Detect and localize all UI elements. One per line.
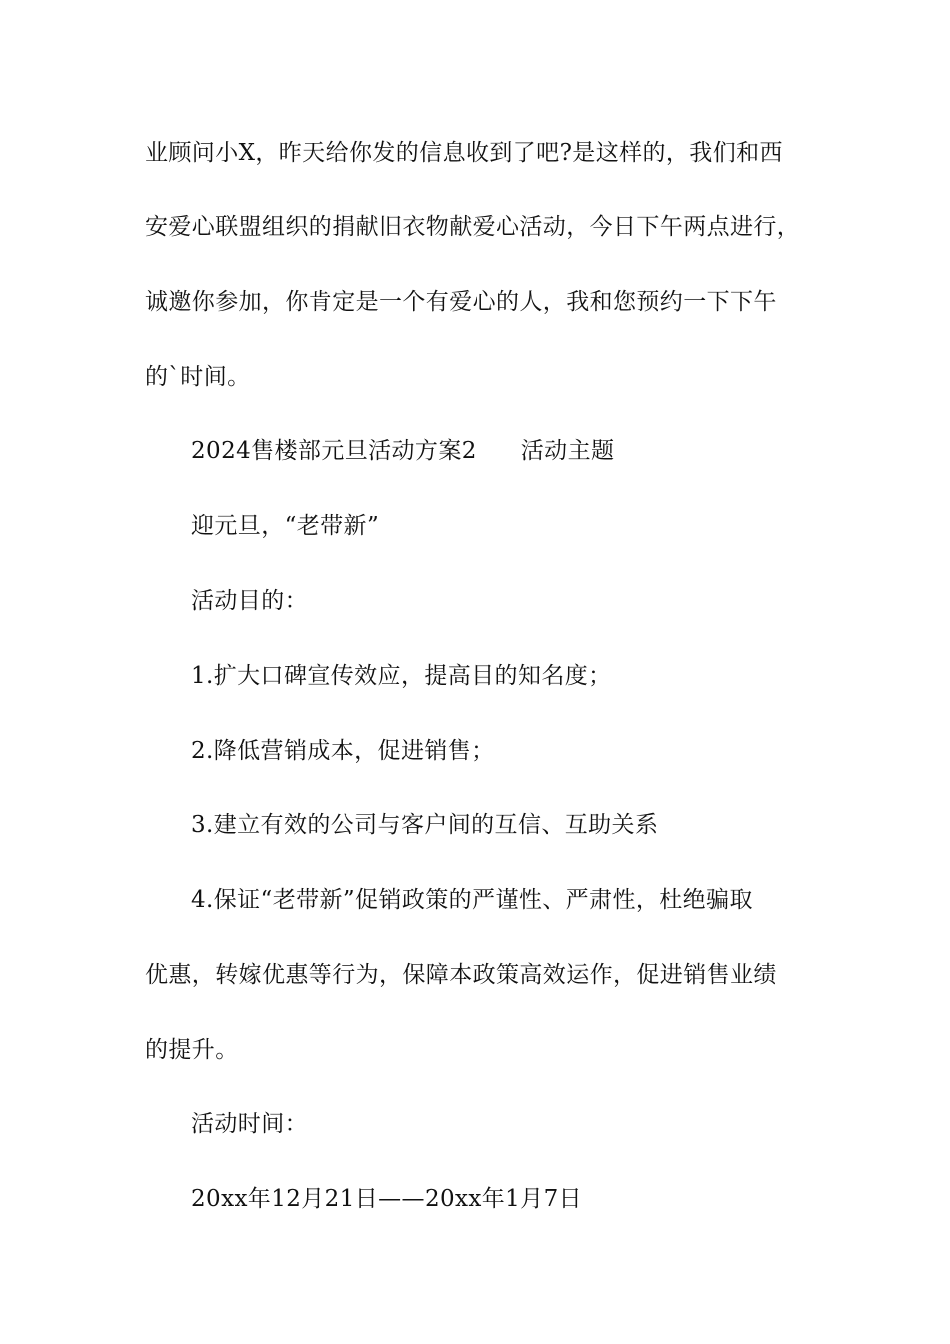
list-item: 3.建立有效的公司与客户间的互信、互助关系 xyxy=(191,812,659,838)
text-line: 优惠，转嫁优惠等行为，保障本政策高效运作，促进销售业绩 xyxy=(145,962,777,988)
text-line: 安爱心联盟组织的捐献旧衣物献爱心活动，今日下午两点进行， xyxy=(145,214,801,240)
text-line: 诚邀你参加，你肯定是一个有爱心的人，我和您预约一下下午 xyxy=(145,289,777,315)
list-item: 1.扩大口碑宣传效应，提高目的知名度； xyxy=(191,663,612,689)
list-item: 4.保证“老带新”促销政策的严谨性、严肃性，杜绝骗取 xyxy=(191,887,753,913)
section-heading-line xyxy=(191,436,614,466)
section-subheading: 活动主题 xyxy=(520,438,615,464)
text-line: 的提升。 xyxy=(145,1037,239,1063)
text-line: 的`时间。 xyxy=(145,364,251,390)
section-heading: 2024售楼部元旦活动方案2 xyxy=(191,438,477,464)
text-line: 业顾问小X，昨天给你发的信息收到了吧?是这样的，我们和西 xyxy=(145,140,783,166)
text-line: 迎元旦，“老带新” xyxy=(191,513,380,539)
text-line: 活动目的： xyxy=(191,588,308,614)
text-line: 20xx年12月21日——20xx年1月7日 xyxy=(191,1186,583,1212)
text-line: 活动时间： xyxy=(191,1111,308,1137)
list-item: 2.降低营销成本，促进销售； xyxy=(191,738,495,764)
